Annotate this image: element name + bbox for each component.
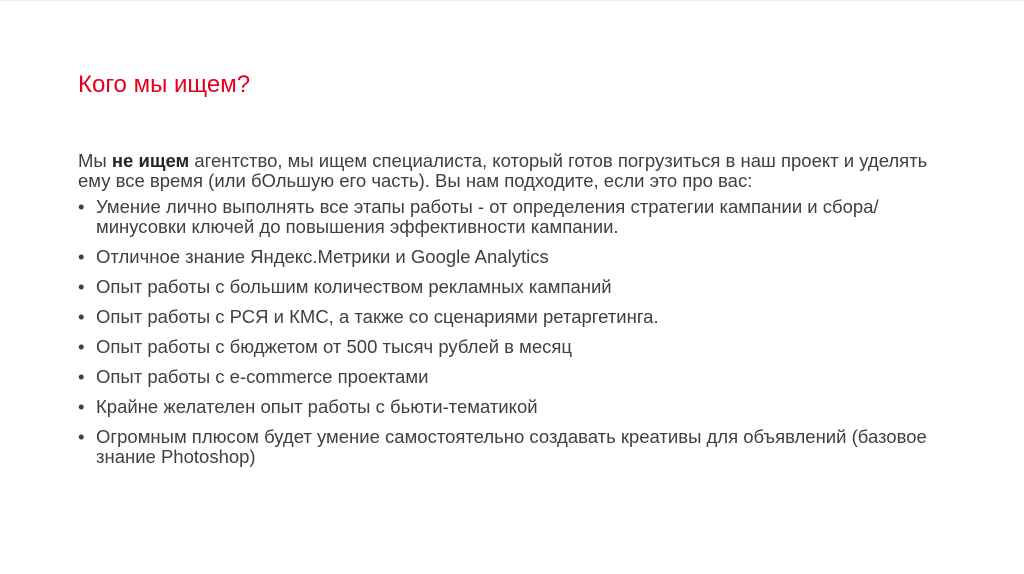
bullet-icon: • — [78, 396, 85, 417]
requirement-item — [78, 197, 958, 237]
requirement-item — [78, 397, 958, 417]
requirement-item — [78, 427, 958, 467]
slide-title: Кого мы ищем? — [78, 71, 251, 98]
requirement-text: Опыт работы с e-commerce проектами — [96, 366, 429, 387]
intro-before: Мы — [78, 150, 112, 171]
requirement-text: Умение лично выполнять все этапы работы - от определения стратегии кампании и сбора/минусовки ключей до повышения эффективности кампании. — [96, 196, 879, 237]
intro-paragraph — [78, 151, 958, 191]
bullet-icon: • — [78, 426, 85, 447]
bullet-icon: • — [78, 366, 85, 387]
requirements-list — [78, 197, 958, 467]
requirement-text: Опыт работы с бюджетом от 500 тысяч рублей в месяц — [96, 336, 573, 357]
requirement-item — [78, 367, 958, 387]
bullet-icon: • — [78, 196, 85, 217]
requirement-text: Опыт работы с РСЯ и КМС, а также со сценариями ретаргетинга. — [96, 306, 659, 327]
requirement-item — [78, 247, 958, 267]
bullet-icon: • — [78, 276, 85, 297]
requirement-text: Огромным плюсом будет умение самостоятельно создавать креативы для объявлений (базовое знание Photoshop) — [96, 426, 927, 467]
slide-body — [78, 151, 958, 477]
requirement-item — [78, 277, 958, 297]
intro-bold: не ищем — [111, 150, 190, 171]
requirement-item — [78, 307, 958, 327]
requirement-text: Отличное знание Яндекс.Метрики и Google Analytics — [96, 246, 549, 267]
requirement-item — [78, 337, 958, 357]
top-divider — [0, 0, 1024, 1]
bullet-icon: • — [78, 336, 85, 357]
bullet-icon: • — [78, 306, 85, 327]
intro-after: агентство, мы ищем специалиста, который готов погрузиться в наш проект и уделять ему все время (или бОльшую его часть). Вы нам подходите, если это про вас: — [78, 150, 928, 191]
bullet-icon: • — [78, 246, 85, 267]
requirement-text: Опыт работы с большим количеством рекламных кампаний — [96, 276, 612, 297]
requirement-text: Крайне желателен опыт работы с бьюти-тематикой — [96, 396, 538, 417]
